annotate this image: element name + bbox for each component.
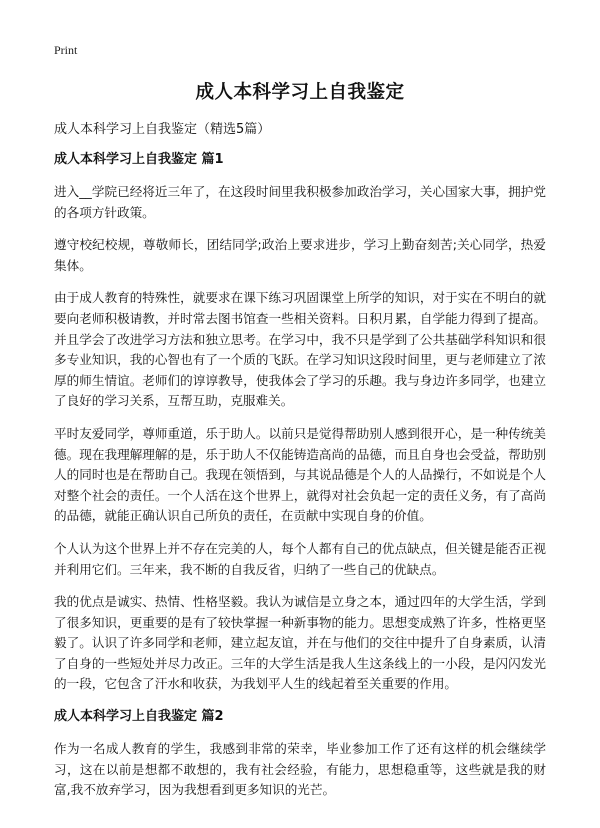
document-title: 成人本科学习上自我鉴定	[195, 82, 405, 103]
paragraph: 作为一名成人教育的学生，我感到非常的荣幸，毕业参加工作了还有这样的机会继续学习，这在以前是想都不敢想的，我有社会经验，有能力，思想稳重等，这些就是我的财富,我不放弃学习，因为我想看到更多知识的光芒。	[54, 741, 546, 798]
print-label: Print	[54, 43, 78, 57]
paragraph: 平时友爱同学，尊师重道，乐于助人。以前只是觉得帮助别人感到很开心，是一种传统美德。现在我理解理解的是，乐于助人不仅能铸造高尚的品德，而且自身也会受益，帮助别人的同时也是在帮助自己。我现在领悟到，与其说品德是个人的人品操行，不如说是个人对整个社会的责任。一个人活在这个世界上，就得对社会负起一定的责任义务，有了高尚的品德，就能正确认识自己所负的责任，在贡献中实现自身的价值。	[54, 425, 546, 524]
section-heading-2: 成人本科学习上自我鉴定 篇2	[54, 709, 224, 725]
paragraph: 进入__学院已经将近三年了，在这段时间里我积极参加政治学习，关心国家大事，拥护党的各项方针政策。	[54, 184, 546, 220]
paragraph: 由于成人教育的特殊性，就要求在课下练习巩固课堂上所学的知识，对于实在不明白的就要向老师积极请教，并时常去图书馆查一些相关资料。日积月累，自学能力得到了提高。并且学会了改进学习方法和独立思考。在学习中，我不只是学到了公共基础学科知识和很多专业知识，我的心智也有了一个质的飞跃。在学习知识这段时间里，更与老师建立了浓厚的师生情谊。老师们的谆谆教导，使我体会了学习的乐趣。我与身边许多同学，也建立了良好的学习关系，互帮互助，克服难关。	[54, 290, 546, 409]
paragraph: 遵守校纪校规，尊敬师长，团结同学;政治上要求进步，学习上勤奋刻苦;关心同学，热爱集体。	[54, 237, 546, 273]
section-heading-1: 成人本科学习上自我鉴定 篇1	[54, 152, 224, 167]
document-subtitle: 成人本科学习上自我鉴定（精选5篇）	[54, 122, 271, 137]
paragraph: 我的优点是诚实、热情、性格坚毅。我认为诚信是立身之本，通过四年的大学生活，学到了很多知识，更重要的是有了较快掌握一种新事物的能力。思想变成熟了许多，性格更坚毅了。认识了许多同学和老师，建立起友谊，并在与他们的交往中提升了自身素质，认清了自身的一些短处并尽力改正。三年的大学生活是我人生这条线上的一小段，是闪闪发光的一段，它包含了汗水和收获，为我划平人生的线起着至关重要的作用。	[54, 594, 546, 692]
paragraph: 个人认为这个世界上并不存在完美的人，每个人都有自己的优点缺点，但关键是能否正视并利用它们。三年来，我不断的自我反省，归纳了一些自己的优缺点。	[54, 540, 546, 577]
